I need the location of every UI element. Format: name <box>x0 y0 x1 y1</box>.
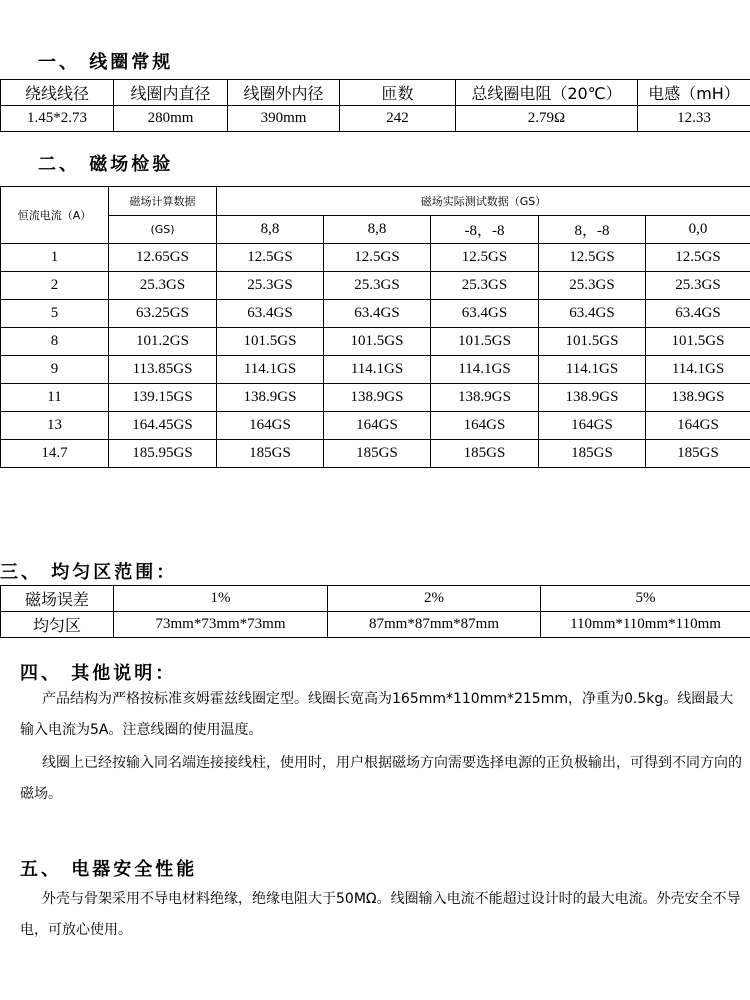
header-cell: 绕线线径 <box>1 80 114 106</box>
measured-cell: 185GS <box>646 440 750 468</box>
calc-cell: 25.3GS <box>109 272 217 300</box>
position-header: 0,0 <box>646 216 750 244</box>
value-cell: 12.33 <box>638 106 750 132</box>
current-cell: 2 <box>1 272 109 300</box>
header-cell: 总线圈电阻（20℃） <box>456 80 638 106</box>
calc-cell: 164.45GS <box>109 412 217 440</box>
calc-cell: 12.65GS <box>109 244 217 272</box>
measured-cell: 101.5GS <box>324 328 431 356</box>
value-cell: 2% <box>328 586 541 612</box>
measured-cell: 185GS <box>324 440 431 468</box>
position-header: -8，-8 <box>431 216 539 244</box>
coil-spec-table <box>0 79 750 132</box>
table-header-row <box>1 187 750 216</box>
section5-title: 五、 电器安全性能 <box>20 859 198 880</box>
header-cell: 匝数 <box>340 80 456 106</box>
section4-title: 四、 其他说明： <box>20 663 177 684</box>
measured-cell: 185GS <box>539 440 646 468</box>
value-cell: 2.79Ω <box>456 106 638 132</box>
header-cell: 线圈内直径 <box>114 80 228 106</box>
notes-paragraph-2: 线圈上已经按输入同名端连接接线柱，使用时，用户根据磁场方向需要选择电源的正负极输出，可得到不同方向的磁场。 <box>20 755 742 802</box>
value-cell: 1% <box>114 586 328 612</box>
table-row <box>1 244 750 272</box>
calc-cell: 185.95GS <box>109 440 217 468</box>
current-header: 恒流电流（A） <box>1 187 109 244</box>
current-cell: 1 <box>1 244 109 272</box>
current-cell: 13 <box>1 412 109 440</box>
measured-cell: 138.9GS <box>431 384 539 412</box>
value-cell: 242 <box>340 106 456 132</box>
table-header-row <box>1 216 750 244</box>
measured-cell: 138.9GS <box>539 384 646 412</box>
table-row <box>1 612 750 638</box>
measured-cell: 101.5GS <box>431 328 539 356</box>
measured-cell: 63.4GS <box>431 300 539 328</box>
table-row <box>1 272 750 300</box>
measured-cell: 63.4GS <box>217 300 324 328</box>
current-cell: 8 <box>1 328 109 356</box>
measured-cell: 63.4GS <box>324 300 431 328</box>
measured-cell: 114.1GS <box>324 356 431 384</box>
measured-cell: 12.5GS <box>324 244 431 272</box>
measured-cell: 164GS <box>217 412 324 440</box>
row-label: 磁场误差 <box>1 586 114 612</box>
measured-cell: 101.5GS <box>646 328 750 356</box>
position-header: 8,8 <box>324 216 431 244</box>
magnetic-field-table <box>0 186 750 468</box>
measured-cell: 25.3GS <box>324 272 431 300</box>
header-cell: 线圈外内径 <box>228 80 340 106</box>
value-cell: 110mm*110mm*110mm <box>541 612 750 638</box>
measured-cell: 101.5GS <box>539 328 646 356</box>
row-label: 均匀区 <box>1 612 114 638</box>
table-row <box>1 384 750 412</box>
actual-header: 磁场实际测试数据（GS） <box>217 187 750 216</box>
table-row <box>1 356 750 384</box>
measured-cell: 63.4GS <box>646 300 750 328</box>
measured-cell: 101.5GS <box>217 328 324 356</box>
calc-cell: 113.85GS <box>109 356 217 384</box>
section2-title: 二、 磁场检验 <box>38 154 174 175</box>
calc-cell: 63.25GS <box>109 300 217 328</box>
uniform-zone-table <box>0 585 750 638</box>
measured-cell: 138.9GS <box>217 384 324 412</box>
measured-cell: 185GS <box>217 440 324 468</box>
table-body <box>1 244 750 468</box>
measured-cell: 25.3GS <box>646 272 750 300</box>
current-cell: 14.7 <box>1 440 109 468</box>
calc-header: 磁场计算数据 <box>109 187 217 216</box>
measured-cell: 164GS <box>539 412 646 440</box>
value-cell: 73mm*73mm*73mm <box>114 612 328 638</box>
current-cell: 11 <box>1 384 109 412</box>
measured-cell: 12.5GS <box>431 244 539 272</box>
calc-cell: 139.15GS <box>109 384 217 412</box>
table-header-row <box>1 80 750 106</box>
value-cell: 1.45*2.73 <box>1 106 114 132</box>
value-cell: 390mm <box>228 106 340 132</box>
measured-cell: 138.9GS <box>646 384 750 412</box>
measured-cell: 25.3GS <box>539 272 646 300</box>
value-cell: 5% <box>541 586 750 612</box>
section3-title: 三、 均匀区范围： <box>0 562 178 583</box>
measured-cell: 114.1GS <box>217 356 324 384</box>
current-cell: 5 <box>1 300 109 328</box>
measured-cell: 164GS <box>324 412 431 440</box>
calc-unit: (GS) <box>109 216 217 244</box>
measured-cell: 12.5GS <box>646 244 750 272</box>
measured-cell: 25.3GS <box>217 272 324 300</box>
table-row <box>1 328 750 356</box>
position-header: 8，-8 <box>539 216 646 244</box>
table-row <box>1 106 750 132</box>
measured-cell: 12.5GS <box>539 244 646 272</box>
table-row <box>1 412 750 440</box>
measured-cell: 114.1GS <box>539 356 646 384</box>
header-cell: 电感（mH） <box>638 80 750 106</box>
measured-cell: 138.9GS <box>324 384 431 412</box>
measured-cell: 63.4GS <box>539 300 646 328</box>
measured-cell: 164GS <box>646 412 750 440</box>
calc-cell: 101.2GS <box>109 328 217 356</box>
notes-paragraph-1: 产品结构为严格按标准亥姆霍兹线圈定型。线圈长宽高为165mm*110mm*215mm，净重为0.5kg。线圈最大输入电流为5A。注意线圈的使用温度。 <box>20 691 734 738</box>
table-row <box>1 300 750 328</box>
measured-cell: 114.1GS <box>646 356 750 384</box>
table-row <box>1 440 750 468</box>
position-header: 8,8 <box>217 216 324 244</box>
table-row <box>1 586 750 612</box>
current-cell: 9 <box>1 356 109 384</box>
section1-title: 一、 线圈常规 <box>38 52 174 73</box>
measured-cell: 185GS <box>431 440 539 468</box>
value-cell: 280mm <box>114 106 228 132</box>
measured-cell: 114.1GS <box>431 356 539 384</box>
measured-cell: 164GS <box>431 412 539 440</box>
measured-cell: 12.5GS <box>217 244 324 272</box>
safety-paragraph: 外壳与骨架采用不导电材料绝缘，绝缘电阻大于50MΩ。线圈输入电流不能超过设计时的最大电流。外壳安全不导电，可放心使用。 <box>20 891 741 938</box>
measured-cell: 25.3GS <box>431 272 539 300</box>
value-cell: 87mm*87mm*87mm <box>328 612 541 638</box>
